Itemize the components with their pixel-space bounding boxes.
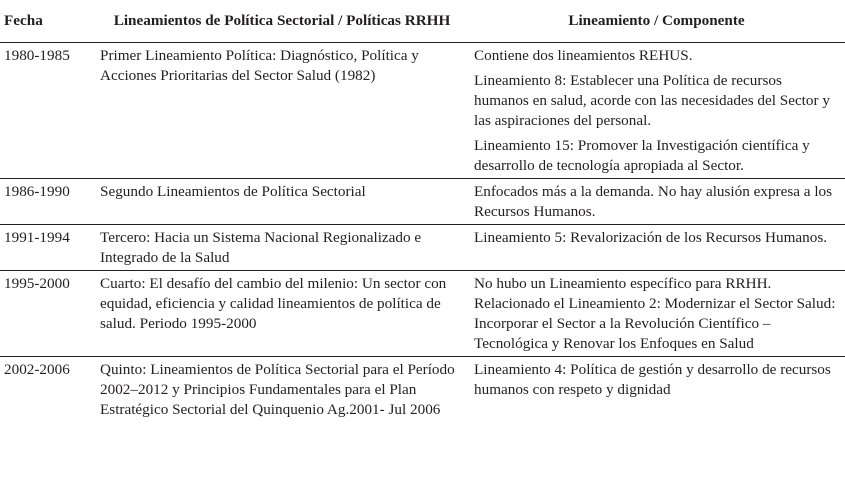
header-lineamiento: Lineamiento / Componente [468, 0, 845, 43]
lineamiento-item: Lineamiento 15: Promover la Investigación científica y desarrollo de tecnología apropiada al Sector. [474, 137, 810, 174]
lineamiento-item: Enfocados más a la demanda. No hay alusión expresa a los Recursos Humanos. [474, 183, 833, 220]
lineamiento-item: Lineamiento 8: Establecer una Política de recursos humanos en salud, acorde con las necesidades del Sector y las aspiraciones del personal. [474, 72, 830, 129]
row-lineamiento [468, 357, 845, 423]
table-row [0, 179, 845, 225]
header-politica: Lineamientos de Política Sectorial / Políticas RRHH [96, 0, 468, 43]
table-row [0, 225, 845, 271]
row-fecha: 1991-1994 [0, 225, 96, 271]
table-header [0, 0, 845, 43]
row-politica: Quinto: Lineamientos de Política Sectorial para el Período 2002–2012 y Principios Fundamentales para el Plan Estratégico Sectorial del Quinquenio Ag.2001- Jul 2006 [100, 361, 455, 418]
lineamiento-item: No hubo un Lineamiento específico para RRHH. [474, 275, 772, 292]
row-fecha: 1986-1990 [0, 179, 96, 225]
row-lineamiento [468, 179, 845, 225]
table-row [0, 357, 845, 423]
row-lineamiento [468, 225, 845, 271]
lineamiento-item: Lineamiento 5: Revalorización de los Recursos Humanos. [474, 229, 828, 246]
lineamiento-item: Contiene dos lineamientos REHUS. [474, 47, 693, 64]
lineamiento-item: Relacionado el Lineamiento 2: Modernizar el Sector Salud: Incorporar el Sector a la Revolución Científico – Tecnológica y Renovar los Enfoques en Salud [474, 295, 836, 352]
row-politica: Primer Lineamiento Política: Diagnóstico, Política y Acciones Prioritarias del Sector Salud (1982) [96, 43, 468, 179]
row-fecha: 1995-2000 [0, 271, 96, 357]
lineamiento-item: Lineamiento 4: Política de gestión y desarrollo de recursos humanos con respeto y dignidad [474, 361, 831, 398]
table-body [0, 43, 845, 423]
row-politica: Cuarto: El desafío del cambio del milenio: Un sector con equidad, eficiencia y calidad lineamientos de política de salud. Periodo 1995-2000 [96, 271, 468, 357]
header-row [0, 0, 845, 43]
row-lineamiento [468, 43, 845, 179]
table-row [0, 271, 845, 357]
row-politica: Segundo Lineamientos de Política Sectorial [96, 179, 468, 225]
table-row [0, 43, 845, 179]
header-fecha: Fecha [0, 0, 96, 43]
row-fecha: 1980-1985 [0, 43, 96, 179]
row-politica: Tercero: Hacia un Sistema Nacional Regionalizado e Integrado de la Salud [96, 225, 468, 271]
row-fecha: 2002-2006 [4, 361, 70, 378]
row-lineamiento [468, 271, 845, 357]
